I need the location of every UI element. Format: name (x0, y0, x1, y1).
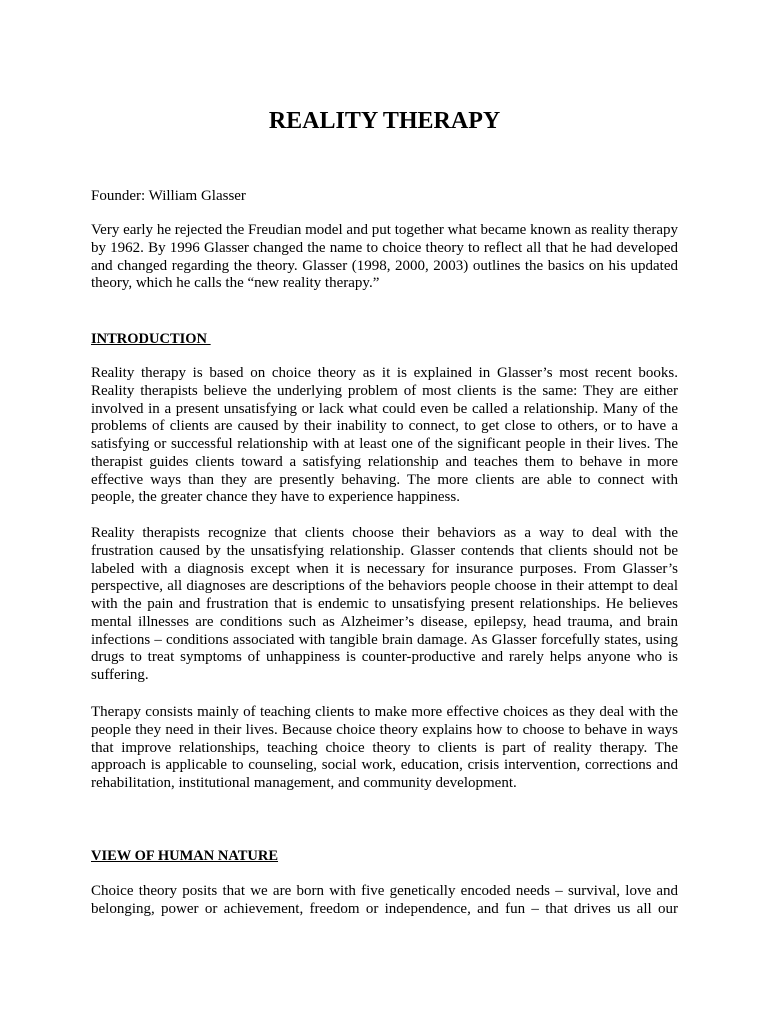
introduction-paragraph-3: Therapy consists mainly of teaching clients to make more effective choices as they deal with the people they need in their lives. Because choice theory explains how to choose to behave in ways that improve relationships, teaching choice theory to clients is part of reality therapy. The approach is applicable to counseling, social work, education, crisis intervention, corrections and rehabilitation, institutional management, and community development. (91, 704, 678, 791)
founder-line: Founder: William Glasser (91, 188, 246, 204)
section-heading-introduction: INTRODUCTION (91, 331, 211, 347)
human-nature-paragraph-1: Choice theory posits that we are born with five genetically encoded needs – survival, love and belonging, power or achievement, freedom or independence, and fun – that drives us all our (91, 883, 678, 917)
section-heading-view-of-human-nature: VIEW OF HUMAN NATURE (91, 848, 279, 864)
introduction-paragraph-1: Reality therapy is based on choice theory as it is explained in Glasser’s most recent books. Reality therapists believe the underlying problem of most clients is the same: They are either involved in a present unsatisfying or lack what could even be called a relationship. Many of the problems of clients are caused by their inability to connect, to get close to others, or to have a satisfying or successful relationship with at least one of the significant people in their lives. The therapist guides clients toward a satisfying relationship and teaches them to behave in more effective ways than they are presently behaving. The more clients are able to connect with people, the greater chance they have to experience happiness. (91, 365, 678, 506)
intro-paragraph: Very early he rejected the Freudian model and put together what became known as reality therapy by 1962. By 1996 Glasser changed the name to choice theory to reflect all that he had developed and changed regarding the theory. Glasser (1998, 2000, 2003) outlines the basics on his updated theory, which he calls the “new reality therapy.” (91, 222, 678, 292)
page-title: REALITY THERAPY (268, 108, 501, 134)
introduction-paragraph-2: Reality therapists recognize that clients choose their behaviors as a way to deal with the frustration caused by the unsatisfying relationship. Glasser contends that clients should not be labeled with a diagnosis except when it is necessary for insurance purposes. From Glasser’s perspective, all diagnoses are descriptions of the behaviors people choose in their attempt to deal with the pain and frustration that is endemic to unsatisfying present relationships. He believes mental illnesses are conditions such as Alzheimer’s disease, epilepsy, head trauma, and brain infections – conditions associated with tangible brain damage. As Glasser forcefully states, using drugs to treat symptoms of unhappiness is counter-productive and rarely helps anyone who is suffering. (91, 525, 678, 683)
